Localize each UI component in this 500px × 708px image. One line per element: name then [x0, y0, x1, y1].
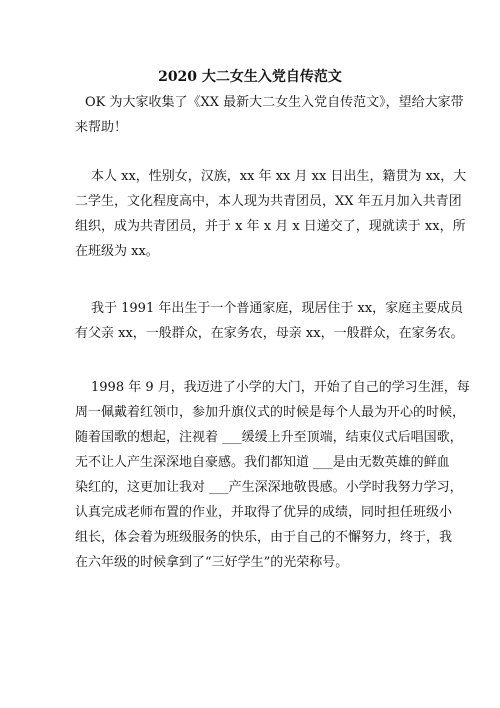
text-line: 组长，体会着为班级服务的快乐，由于自己的不懈努力，终于，我	[75, 530, 453, 545]
intro-paragraph	[75, 90, 464, 140]
paragraph-personal-info	[75, 164, 467, 264]
text-line: 周一佩戴着红领巾，参加升旗仪式的时候是每个人最为开心的时候，	[75, 405, 466, 420]
text-line: 在班级为 xx。	[75, 244, 159, 259]
document-title: 2020 大二女生入党自传范文	[158, 69, 342, 85]
text-line: 染红的，这更加让我对 ___产生深深地敬畏感。小学时我努力学习，	[75, 480, 463, 495]
text-line: 在六年级的时候拿到了“三好学生”的光荣称号。	[75, 555, 349, 570]
text-line: 本人 xx，性别女，汉族，xx 年 xx 月 xx 日出生，籍贯为 xx，大	[91, 169, 467, 184]
text-line: 二学生，文化程度高中，本人现为共青团员，XX 年五月加入共青团	[75, 194, 462, 209]
text-line: 组织，成为共青团员，并于 x 年 x 月 x 日递交了，现就读于 xx，所	[75, 219, 466, 234]
paragraph-school	[75, 375, 470, 575]
text-line: 无不让人产生深深地自豪感。我们都知道 ___是由无数英雄的鲜血	[75, 455, 450, 470]
text-line: OK 为大家收集了《XX 最新大二女生入党自传范文》，望给大家带	[85, 95, 464, 110]
text-line: 来帮助！	[75, 120, 128, 135]
text-line: 随着国歌的想起，注视着 ___缓缓上升至顶端，结束仪式后唱国歌，	[75, 430, 463, 445]
text-line: 认真完成老师布置的作业，并取得了优异的成绩，同时担任班级小	[75, 505, 453, 520]
text-line: 我于 1991 年出生于一个普通家庭，现居住于 xx，家庭主要成员	[91, 301, 464, 316]
paragraph-family	[75, 296, 464, 346]
text-line: 有父亲 xx，一般群众，在家务农，母亲 xx，一般群众，在家务农。	[75, 326, 464, 341]
text-line: 1998 年 9 月，我迈进了小学的大门，开始了自己的学习生涯，每	[91, 380, 470, 395]
